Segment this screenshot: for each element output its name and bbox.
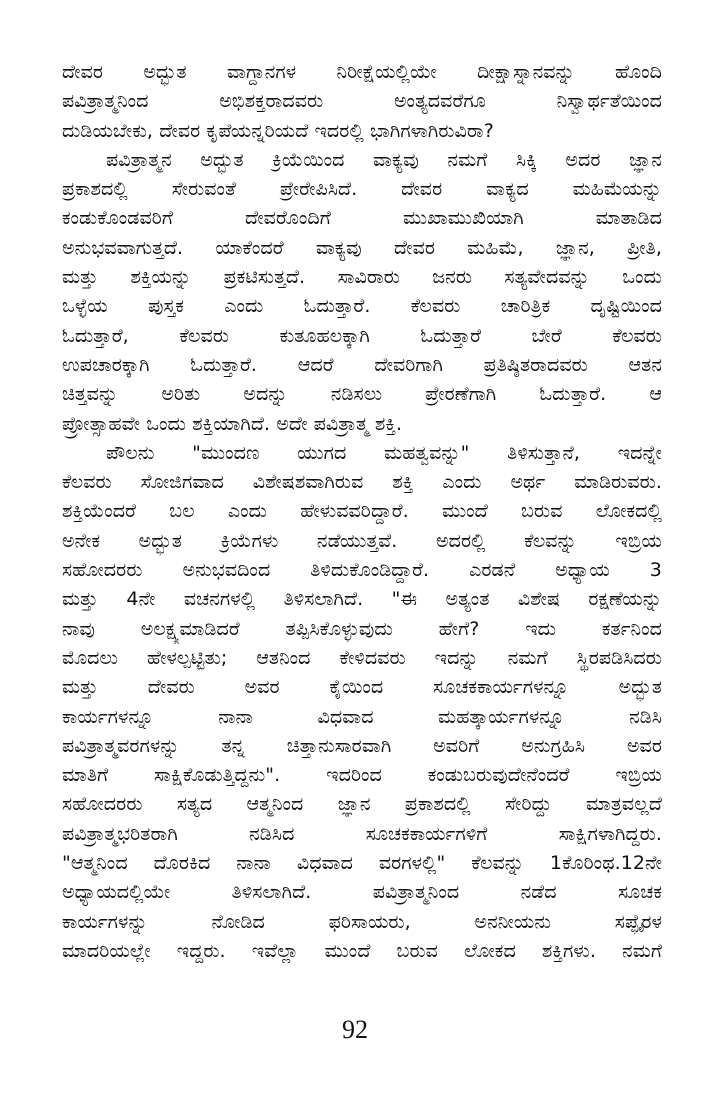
text-line: ಚಿತ್ತವನ್ನು ಅರಿತು ಅದನ್ನು ನಡಿಸಲು ಪ್ರೇರಣೆಗಾಗಿ ಓದುತ್ತಾರೆ. ಆ <box>62 383 662 406</box>
text-line: ಸಹೋದರರು ಸತ್ಯದ ಆತ್ಮನಿಂದ ಜ್ಞಾನ ಪ್ರಕಾಶದಲ್ಲಿ ಸೇರಿದ್ದು ಮಾತ್ರವಲ್ಲದೆ <box>62 793 662 816</box>
text-line: ಮಾತಿಗೆ ಸಾಕ್ಷಿಕೊಡುತ್ತಿದ್ದನು". ಇದರಿಂದ ಕಂಡುಬರುವುದೇನೆಂದರೆ ಇಬ್ರಿಯ <box>62 764 662 787</box>
text-line: ಮತ್ತು ದೇವರು ಅವರ ಕೈಯಿಂದ ಸೂಚಕಕಾರ್ಯಗಳನ್ನೂ ಅದ್ಭುತ <box>62 676 662 699</box>
text-line: ಓದುತ್ತಾರೆ, ಕೆಲವರು ಕುತೂಹಲಕ್ಕಾಗಿ ಓದುತ್ತಾರೆ ಬೇರೆ ಕೆಲವರು <box>62 324 662 347</box>
text-line: ಕಾರ್ಯಗಳನ್ನು ನೋಡಿದ ಫರಿಸಾಯರು, ಅನನೀಯನು ಸಪ್ಫೈರಳ <box>62 910 662 933</box>
text-line: ಮತ್ತು 4ನೇ ವಚನಗಳಲ್ಲಿ ತಿಳಿಸಲಾಗಿದೆ. "ಈ ಅತ್ಯಂತ ವಿಶೇಷ ರಕ್ಷಣೆಯನ್ನು <box>62 588 662 611</box>
text-line: ಶಕ್ತಿಯೆಂದರೆ ಬಲ ಎಂದು ಹೇಳುವವರಿದ್ದಾರೆ. ಮುಂದೆ ಬರುವ ಲೋಕದಲ್ಲಿ <box>62 500 662 523</box>
text-line: ಕೆಲವರು ಸೋಜಿಗವಾದ ವಿಶೇಷಶವಾಗಿರುವ ಶಕ್ತಿ ಎಂದು ಅರ್ಥ ಮಾಡಿರುವರು. <box>62 471 662 494</box>
text-line: ಅನುಭವವಾಗುತ್ತದೆ. ಯಾಕೆಂದರೆ ವಾಕ್ಯವು ದೇವರ ಮಹಿಮೆ, ಜ್ಞಾನ, ಪ್ರೀತಿ, <box>62 236 662 259</box>
text-line: ಪವಿತ್ರಾತ್ಮನ ಅದ್ಭುತ ಕ್ರಿಯೆಯಿಂದ ವಾಕ್ಯವು ನಮಗೆ ಸಿಕ್ಕಿ ಅದರ ಜ್ಞಾನ <box>106 148 662 171</box>
text-line: ಉಪಚಾರಕ್ಕಾಗಿ ಓದುತ್ತಾರೆ. ಆದರೆ ದೇವರಿಗಾಗಿ ಪ್ರತಿಷ್ಠಿತರಾದವರು ಆತನ <box>62 353 662 376</box>
text-line: ಒಳ್ಳೆಯ ಪುಸ್ತಕ ಎಂದು ಓದುತ್ತಾರೆ. ಕೆಲವರು ಚಾರಿತ್ರಿಕ ದೃಷ್ಟಿಯಿಂದ <box>62 295 662 318</box>
text-line: ದುಡಿಯಬೇಕು, ದೇವರ ಕೃಪೆಯನ್ನರಿಯದೆ ಇದರಲ್ಲಿ ಭಾಗಿಗಳಾಗಿರುವಿರಾ? <box>62 119 494 142</box>
text-line: ಅನೇಕ ಅದ್ಭುತ ಕ್ರಿಯೆಗಳು ನಡೆಯುತ್ತವೆ. ಅದರಲ್ಲಿ ಕೆಲವನ್ನು ಇಬ್ರಿಯ <box>62 529 662 552</box>
text-line: ಅಧ್ಯಾಯದಲ್ಲಿಯೇ ತಿಳಿಸಲಾಗಿದೆ. ಪವಿತ್ರಾತ್ಮನಿಂದ ನಡೆದ ಸೂಚಕ <box>62 881 662 904</box>
text-line: ಸಹೋದರರು ಅನುಭವದಿಂದ ತಿಳಿದುಕೊಂಡಿದ್ದಾರೆ. ಎರಡನೆ ಅಧ್ಯಾಯ 3 <box>62 559 662 582</box>
text-line: ಪ್ರಕಾಶದಲ್ಲಿ ಸೇರುವಂತೆ ಪ್ರೇರೇಪಿಸಿದೆ. ದೇವರ ವಾಕ್ಯದ ಮಹಿಮೆಯನ್ನು <box>62 178 662 201</box>
text-line: ಪ್ರೋತ್ಸಾಹವೇ ಒಂದು ಶಕ್ತಿಯಾಗಿದೆ. ಅದೇ ಪವಿತ್ರಾತ್ಮ ಶಕ್ತಿ. <box>62 412 403 435</box>
text-line: ನಾವು ಅಲಕ್ಷ್ಯಮಾಡಿದರೆ ತಪ್ಪಿಸಿಕೊಳ್ಳುವುದು ಹೇಗೆ? ಇದು ಕರ್ತನಿಂದ <box>62 617 662 640</box>
text-line: "ಆತ್ಮನಿಂದ ದೊರಕಿದ ನಾನಾ ವಿಧವಾದ ವರಗಳಲ್ಲಿ" ಕೆಲವನ್ನು 1ಕೊರಿಂಥ.12ನೇ <box>62 852 662 875</box>
text-line: ದೇವರ ಅದ್ಭುತ ವಾಗ್ದಾನಗಳ ನಿರೀಕ್ಷೆಯಲ್ಲಿಯೇ ದೀಕ್ಷಾಸ್ನಾನವನ್ನು ಹೊಂದಿ <box>62 61 662 83</box>
text-line: ಪವಿತ್ರಾತ್ಮಭರಿತರಾಗಿ ನಡಿಸಿದ ಸೂಚಕಕಾರ್ಯಗಳಿಗೆ ಸಾಕ್ಷಿಗಳಾಗಿದ್ದರು. <box>62 822 662 845</box>
text-line: ಪೌಲನು "ಮುಂದಣ ಯುಗದ ಮಹತ್ವವನ್ನು" ತಿಳಿಸುತ್ತಾನೆ, ಇದನ್ನೇ <box>106 441 662 464</box>
text-line: ಪವಿತ್ರಾತ್ಮವರಗಳನ್ನು ತನ್ನ ಚಿತ್ತಾನುಸಾರವಾಗಿ ಅವರಿಗೆ ಅನುಗ್ರಹಿಸಿ ಅವರ <box>62 734 662 757</box>
text-line: ಮೊದಲು ಹೇಳಲ್ಪಟ್ಟಿತು; ಆತನಿಂದ ಕೇಳಿದವರು ಇದನ್ನು ನಮಗೆ ಸ್ಥಿರಪಡಿಸಿದರು <box>62 646 662 669</box>
page-number: 92 <box>342 1015 368 1044</box>
text-line: ಕಂಡುಕೊಂಡವರಿಗೆ ದೇವರೊಂದಿಗೆ ಮುಖಾಮುಖಿಯಾಗಿ ಮಾತಾಡಿದ <box>62 207 662 230</box>
text-line: ಮಾದರಿಯಲ್ಲೇ ಇದ್ದರು. ಇವೆಲ್ಲಾ ಮುಂದೆ ಬರುವ ಲೋಕದ ಶಕ್ತಿಗಳು. ನಮಗೆ <box>62 939 662 962</box>
body-text <box>62 58 662 966</box>
text-line: ಕಾರ್ಯಗಳನ್ನೂ ನಾನಾ ವಿಧವಾದ ಮಹತ್ಕಾರ್ಯಗಳನ್ನೂ ನಡಿಸಿ <box>62 705 662 728</box>
text-line: ಪವಿತ್ರಾತ್ಮನಿಂದ ಅಭಿಶಕ್ತರಾದವರು ಅಂತ್ಯದವರೆಗೂ ನಿಸ್ವಾರ್ಥತೆಯಿಂದ <box>62 90 662 113</box>
text-line: ಮತ್ತು ಶಕ್ತಿಯನ್ನು ಪ್ರಕಟಿಸುತ್ತದೆ. ಸಾವಿರಾರು ಜನರು ಸತ್ಯವೇದವನ್ನು ಒಂದು <box>62 266 662 289</box>
